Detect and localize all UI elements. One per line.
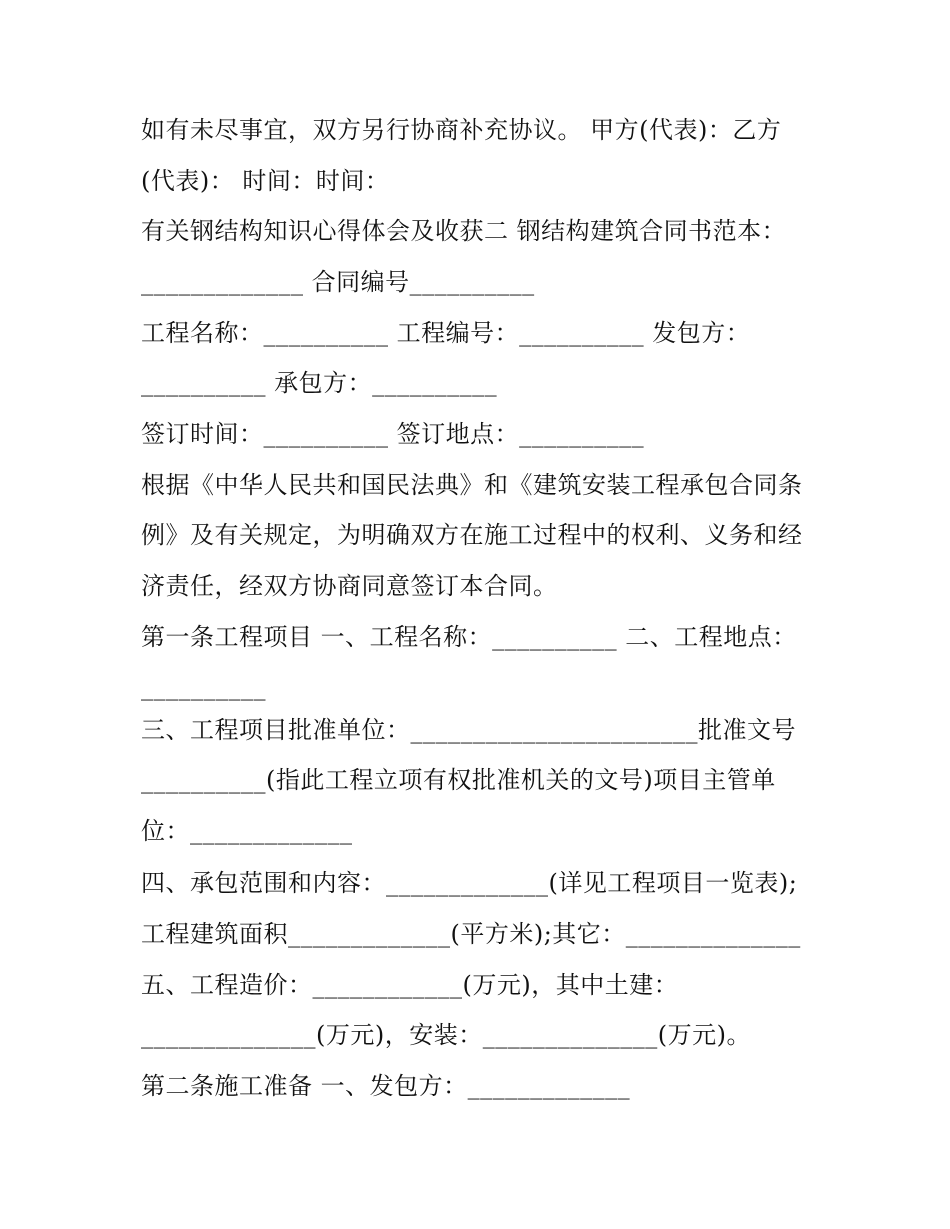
text-line: 例》及有关规定，为明确双方在施工过程中的权利、义务和经 — [141, 521, 803, 549]
text-line: 位：_____________ — [141, 817, 353, 845]
text-line: 第二条施工准备 一、发包方：_____________ — [141, 1072, 631, 1100]
text-line: 三、工程项目批准单位：_______________________批准文号 — [141, 716, 796, 744]
text-line: 有关钢结构知识心得体会及收获二 钢结构建筑合同书范本： — [141, 217, 787, 245]
text-line: 第一条工程项目 一、工程名称：__________ 二、工程地点： — [141, 623, 797, 651]
text-line: __________(指此工程立项有权批准机关的文号)项目主管单 — [141, 766, 776, 794]
text-line: __________ 承包方：__________ — [141, 369, 498, 397]
text-line: _____________ 合同编号__________ — [141, 268, 535, 296]
text-line: 如有未尽事宜，双方另行协商补充协议。 甲方(代表)：乙方 — [141, 116, 782, 144]
text-line: 工程建筑面积_____________(平方米);其它：______________ — [141, 920, 801, 948]
text-line: (代表)： 时间：时间： — [141, 167, 390, 195]
text-line: 签订时间：__________ 签订地点：__________ — [141, 420, 645, 448]
text-line: 根据《中华人民共和国民法典》和《建筑安装工程承包合同条 — [141, 471, 803, 499]
text-line: 四、承包范围和内容：_____________(详见工程项目一览表); — [141, 869, 798, 897]
text-line: 工程名称：__________ 工程编号：__________ 发包方： — [141, 319, 751, 347]
text-line: 济责任，经双方协商同意签订本合同。 — [141, 572, 558, 600]
text-line: ______________(万元)，安装：______________(万元)。 — [141, 1021, 751, 1049]
text-line: __________ — [141, 673, 266, 701]
text-line: 五、工程造价：____________(万元)，其中土建： — [141, 971, 679, 999]
